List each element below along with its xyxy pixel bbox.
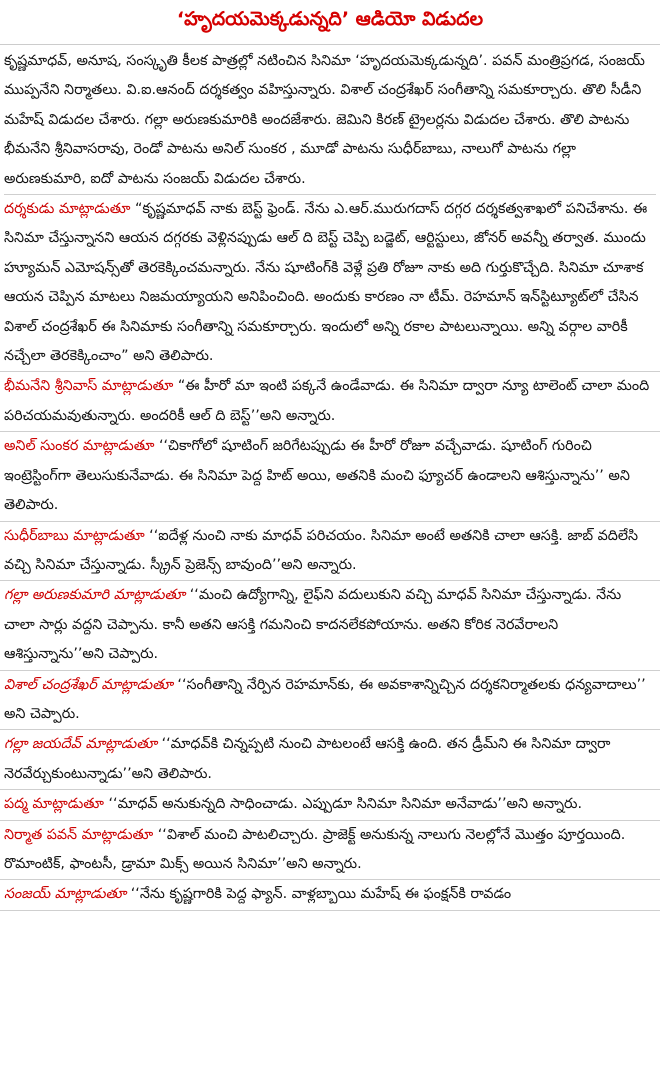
quote-paragraph: [0, 432, 660, 521]
speaker-name: గల్లా అరుణకుమారి మాట్లాడుతూ: [4, 587, 186, 604]
speaker-name: అనిల్ సుంకర మాట్లాడుతూ: [4, 438, 155, 455]
quote-text: ‘‘మంచి ఉద్యోగాన్ని, లైఫ్‌ని వదులుకుని వచ్చి మాధవ్ సినిమా చేస్తున్నాడు. నేను చాలా సార్లు వద్దని చెప్పాను. కానీ అతని ఆసక్తి గమనించి కాదనలేకపోయాను. అతని కోరిక నెరవేరాలని ఆశిస్తున్నాను’’అని చెప్పారు.: [4, 587, 622, 663]
speaker-name: భీమనేని శ్రీనివాస్ మాట్లాడుతూ: [4, 378, 174, 395]
intro-section: [0, 45, 660, 195]
speaker-name: దర్శకుడు మాట్లాడుతూ: [4, 201, 131, 218]
quote-paragraph: [0, 195, 660, 372]
quote-paragraph: [0, 730, 660, 790]
quote-paragraph: [0, 671, 660, 731]
speaker-name: నిర్మాత పవన్ మాట్లాడుతూ: [4, 826, 154, 843]
speaker-name: సుధీర్‌బాబు మాట్లాడుతూ: [4, 527, 145, 544]
quotes-section: [0, 195, 660, 911]
quote-paragraph: [0, 372, 660, 432]
quote-text: “ఈ హీరో మా ఇంటి పక్కనే ఉండేవాడు. ఈ సినిమా ద్వారా న్యూ టాలెంట్ చాలా మంది పరిచయమవుతున్నారు. అందరికీ ఆల్ ది బెస్ట్’’అని అన్నారు.: [4, 378, 650, 424]
quote-paragraph: [0, 522, 660, 582]
quote-paragraph: [0, 790, 660, 820]
quote-text: ‘‘మాధవ్‌కి చిన్నప్పటి నుంచి పాటలంటే ఆసక్తి ఉంది. తన డ్రీమ్‌ని ఈ సినిమా ద్వారా నెరవేర్చుకుంటున్నాడు’’అని తెలిపారు.: [4, 736, 611, 782]
speaker-name: సంజయ్ మాట్లాడుతూ: [4, 886, 127, 903]
quote-text: ‘‘ఐదేళ్ల నుంచి నాకు మాధవ్ పరిచయం. సినిమా అంటే అతనికి చాలా ఆసక్తి. జాబ్ వదిలేసి వచ్చి సినిమా చేస్తున్నాడు. స్క్రీన్ ప్రెజెన్స్ బావుంది’’అని అన్నారు.: [4, 527, 639, 573]
quote-text: ‘‘విశాల్ మంచి పాటలిచ్చారు. ప్రాజెక్ట్ అనుకున్న నాలుగు నెలల్లోనే మొత్తం పూర్తయింది. రొమాంటిక్, ఫాంటసీ, డ్రామా మిక్స్ అయిన సినిమా’’అని అన్నారు.: [4, 826, 626, 872]
article-title: ‘హృదయమెక్కడున్నది’ ఆడియో విడుదల: [0, 0, 660, 45]
quote-paragraph: [0, 880, 660, 910]
speaker-name: గల్లా జయదేవ్ మాట్లాడుతూ: [4, 736, 158, 753]
intro-paragraph: కృష్ణమాధవ్, అనూష, సంస్కృతి కీలక పాత్రల్లో నటించిన సినిమా ‘హృదయమెక్కడున్నది’. పవన్ మంత్రిప్రగడ, సంజయ్ ముప్పనేని నిర్మాతలు. వి.ఐ.ఆనంద్ దర్శకత్వం వహిస్తున్నారు. విశాల్ చంద్రశేఖర్ సంగీతాన్ని సమకూర్చారు. తొలి సీడీని మహేష్ విడుదల చేశారు. గల్లా అరుణకుమారికి అందజేశారు. జెమిని కిరణ్ ట్రైలర్లను విడుదల చేశారు. తొలి పాటను భీమనేని శ్రీనివాసరావు, రెండో పాటను అనిల్ సుంకర , మూడో పాటను సుధీర్‌బాబు, నాలుగో పాటను గల్లా అరుణకుమారి, ఐదో పాటను సంజయ్ విడుదల చేశారు.: [4, 47, 656, 195]
quote-text: ‘‘చికాగోలో షూటింగ్ జరిగేటప్పుడు ఈ హీరో రోజూ వచ్చేవాడు. షూటింగ్ గురించి ఇంట్రెస్టింగ్‌గా తెలుసుకునేవాడు. ఈ సినిమా పెద్ద హిట్ అయి, అతనికి మంచి ఫ్యూచర్ ఉండాలని ఆశిస్తున్నాను’’ అని తెలిపారు.: [4, 438, 630, 514]
quote-paragraph: [0, 821, 660, 881]
quote-text: ‘‘సంగీతాన్ని నేర్పిన రెహమాన్‌కు, ఈ అవకాశాన్నిచ్చిన దర్శకనిర్మాతలకు ధన్యవాదాలు’’ అని చెప్పారు.: [4, 676, 646, 722]
quote-text: ‘‘మాధవ్ అనుకున్నది సాధించాడు. ఎప్పుడూ సినిమా సినిమా అనేవాడు’’అని అన్నారు.: [103, 796, 583, 813]
quote-text: ‘‘నేను కృష్ణగారికి పెద్ద ఫ్యాన్. వాళ్లబ్బాయి మహేష్ ఈ ఫంక్షన్‌కి రావడం: [126, 886, 512, 903]
quote-text: “కృష్ణమాధవ్ నాకు బెస్ట్ ఫ్రెండ్. నేను ఎ.ఆర్.మురుగదాస్ దగ్గర దర్శకత్వశాఖలో పనిచేశాను. ఈ సినిమా చేస్తున్నానని ఆయన దగ్గరకు వెళ్లినప్పుడు ఆల్ ది బెస్ట్ చెప్పి బడ్జెట్, ఆర్టిస్టులు, జోనర్ అవన్నీ తర్వాత. ముందు హ్యూమన్ ఎమోషన్స్‌తో తెరకెక్కించమన్నారు. నేను షూటింగ్‌కి వెళ్లే ప్రతి రోజూ నాకు అది గుర్తుకొచ్చేది. సినిమా చూశాక ఆయన చెప్పిన మాటలు నిజమయ్యాయని అనిపించింది. అందుకు కారణం నా టీమ్. రెహమాన్ ఇన్‌స్టిట్యూట్‌లో చేసిన విశాల్ చంద్రశేఖర్ ఈ సినిమాకు సంగీతాన్ని సమకూర్చారు. ఇందులో అన్ని రకాల పాటలున్నాయి. అన్ని వర్గాల వారికీ నచ్చేలా తెరకెక్కించాం” అని తెలిపారు.: [4, 201, 648, 365]
speaker-name: పద్మ మాట్లాడుతూ: [4, 796, 104, 813]
quote-paragraph: [0, 581, 660, 670]
speaker-name: విశాల్ చంద్రశేఖర్ మాట్లాడుతూ: [4, 676, 173, 693]
